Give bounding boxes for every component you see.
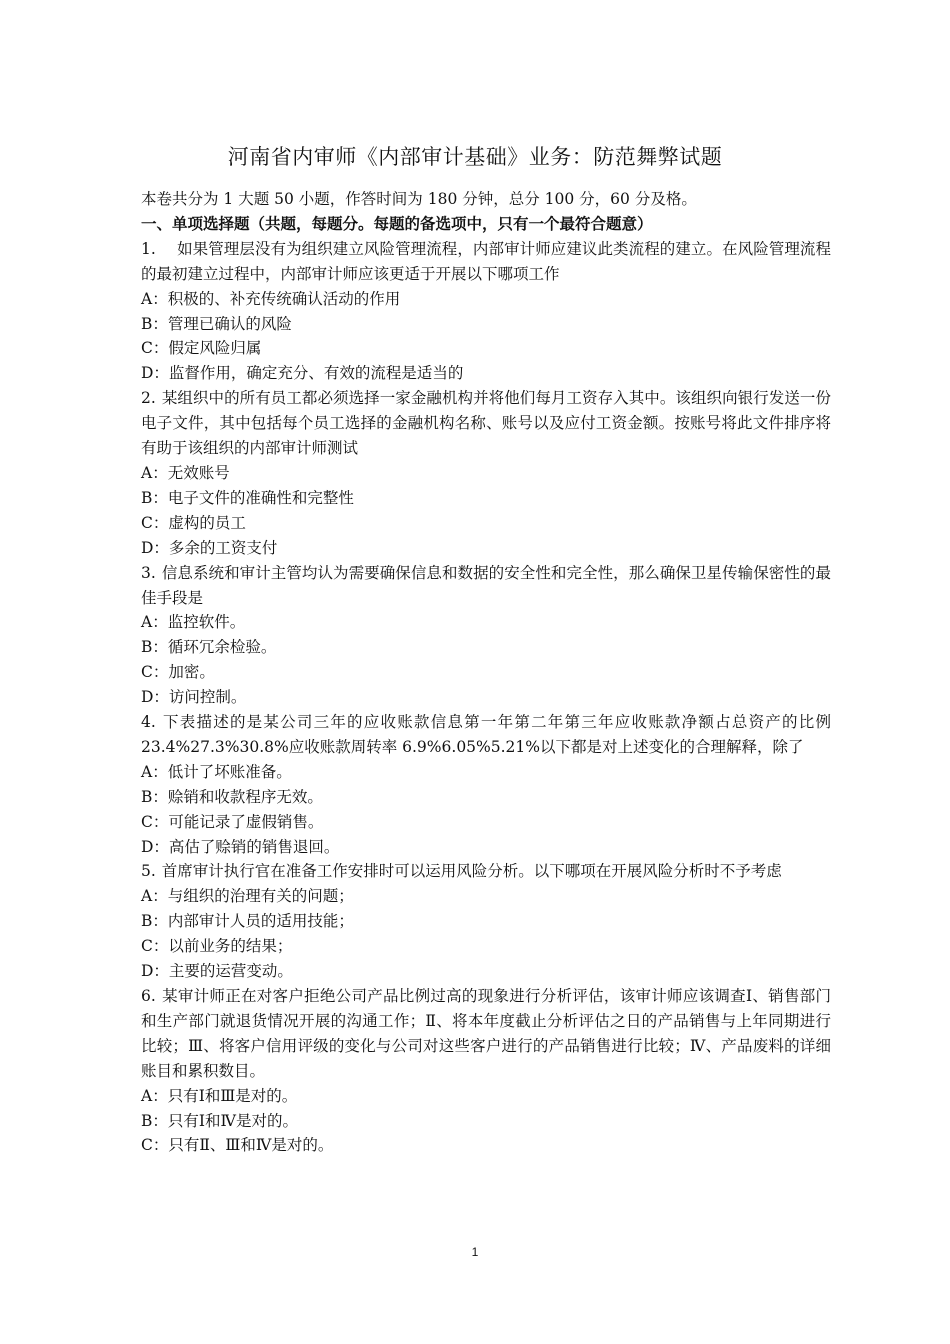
question-number: 1.	[141, 239, 156, 258]
option-a: A：与组织的治理有关的问题；	[141, 887, 354, 906]
question-2	[141, 386, 831, 560]
option-a: A：积极的、补充传统确认活动的作用	[141, 289, 401, 308]
intro-text: 本卷共分为 1 大题 50 小题，作答时间为 180 分钟，总分 100 分，60 分及格。	[141, 190, 697, 208]
question-text	[141, 237, 831, 287]
question-body: 如果管理层没有为组织建立风险管理流程，内部审计师应建议此类流程的建立。在风险管理流程的最初建立过程中，内部审计师应该更适于开展以下哪项工作	[141, 239, 831, 283]
option-d: D：监督作用，确定充分、有效的流程是适当的	[141, 364, 464, 383]
question-text	[141, 561, 831, 611]
option-a: A：监控软件。	[141, 613, 246, 632]
option-d: D：主要的运营变动。	[141, 962, 293, 981]
option-b: B：内部审计人员的适用技能；	[141, 912, 354, 931]
question-text	[141, 984, 831, 1084]
question-4	[141, 710, 831, 859]
option-b: B：电子文件的准确性和完整性	[141, 488, 354, 507]
option-d: D：多余的工资支付	[141, 538, 278, 557]
question-body: 下表描述的是某公司三年的应收账款信息第一年第二年第三年应收账款净额占总资产的比例 23.4%27.3%30.8%应收账款周转率 6.9%6.05%5.21%以下都是对上述变化的合理解释，除了	[141, 713, 831, 756]
question-number: 3.	[141, 563, 156, 582]
option-b: B：只有Ⅰ和Ⅳ是对的。	[141, 1111, 298, 1130]
page-number: 1	[471, 1245, 479, 1259]
option-b: B：循环冗余检验。	[141, 638, 277, 657]
option-c: C：加密。	[141, 663, 215, 682]
question-text	[141, 386, 831, 461]
page-title: 河南省内审师《内部审计基础》业务：防范舞弊试题	[227, 145, 723, 169]
option-b: B：赊销和收款程序无效。	[141, 787, 323, 806]
option-c: C：只有Ⅱ、Ⅲ和Ⅳ是对的。	[141, 1136, 334, 1155]
question-number: 2.	[141, 389, 156, 408]
option-c: C：虚构的员工	[141, 513, 246, 532]
option-a: A：无效账号	[141, 463, 230, 482]
section-heading: 一、单项选择题（共题，每题分。每题的备选项中，只有一个最符合题意）	[141, 213, 653, 233]
question-text	[141, 710, 831, 760]
option-c: C：假定风险归属	[141, 339, 262, 358]
question-1	[141, 237, 831, 386]
option-a: A：低计了坏账准备。	[141, 762, 292, 781]
option-d: D：高估了赊销的销售退回。	[141, 837, 340, 856]
question-number: 5.	[141, 862, 156, 881]
option-b: B：管理已确认的风险	[141, 314, 292, 333]
option-d: D：访问控制。	[141, 688, 247, 707]
document-body	[141, 187, 831, 1158]
question-3	[141, 561, 831, 710]
question-5	[141, 859, 831, 984]
option-a: A：只有Ⅰ和Ⅲ是对的。	[141, 1086, 298, 1105]
question-number: 4.	[141, 713, 156, 732]
question-text	[141, 859, 831, 884]
question-number: 6.	[141, 987, 156, 1005]
question-body: 首席审计执行官在准备工作安排时可以运用风险分析。以下哪项在开展风险分析时不予考虑	[161, 862, 782, 881]
question-body: 某组织中的所有员工都必须选择一家金融机构并将他们每月工资存入其中。该组织向银行发送一份电子文件，其中包括每个员工选择的金融机构名称、账号以及应付工资金额。按账号将此文件排序将有助于该组织的内部审计师测试	[141, 389, 831, 458]
question-body: 某审计师正在对客户拒绝公司产品比例过高的现象进行分析评估，该审计师应该调查Ⅰ、销售部门和生产部门就退货情况开展的沟通工作；Ⅱ、将本年度截止分析评估之日的产品销售与上年同期进行比较；Ⅲ、将客户信用评级的变化与公司对这些客户进行的产品销售进行比较；Ⅳ、产品废料的详细账目和累积数目。	[141, 987, 831, 1080]
question-6	[141, 984, 831, 1158]
question-body: 信息系统和审计主管均认为需要确保信息和数据的安全性和完全性，那么确保卫星传输保密性的最佳手段是	[141, 563, 831, 607]
option-c: C：可能记录了虚假销售。	[141, 812, 324, 831]
option-c: C：以前业务的结果；	[141, 937, 293, 956]
